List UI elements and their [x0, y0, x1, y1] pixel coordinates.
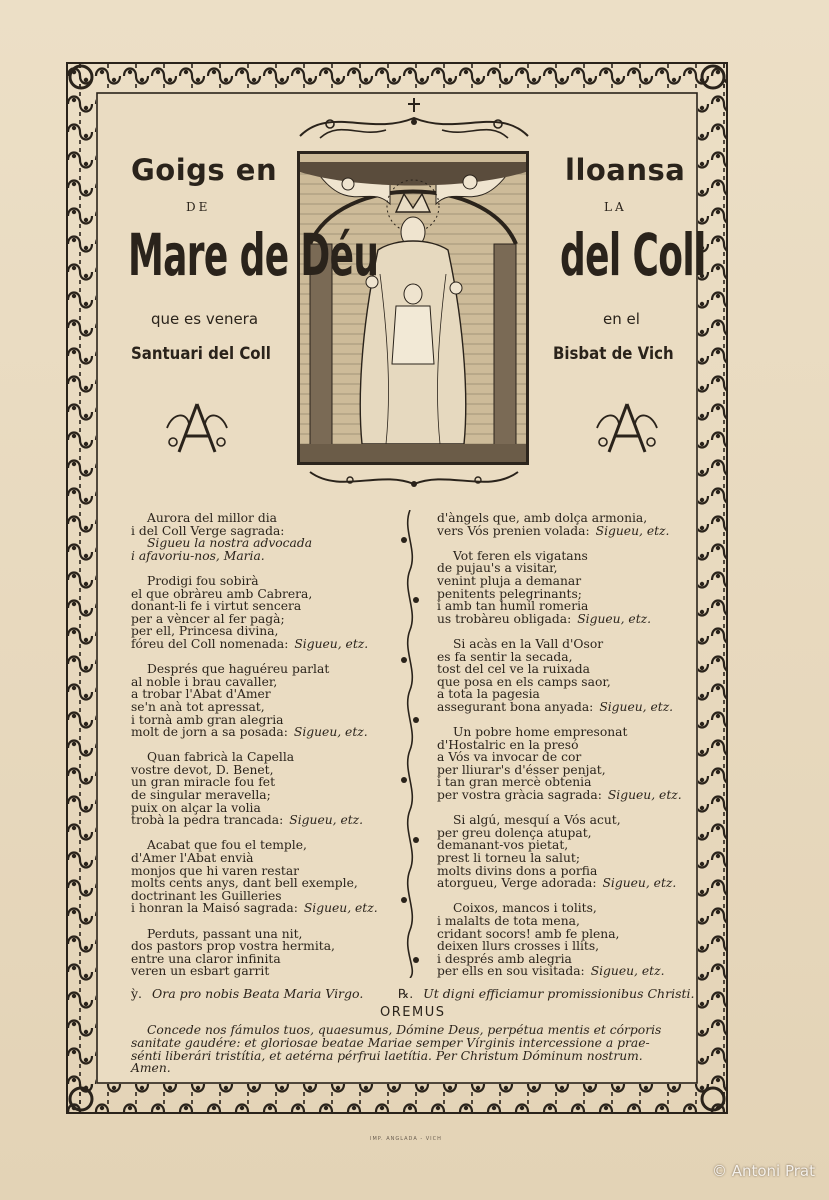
verse-line: Sigueu la nostra advocada	[147, 536, 313, 551]
verse-line: vers Vós prenien volada: Sigueu, etz.	[437, 523, 670, 538]
verse-line: monjos que hi varen restar	[131, 863, 300, 878]
verse-line: per ells en sou visitada: Sigueu, etz.	[437, 964, 665, 979]
refrain-tag: Sigueu, etz.	[607, 788, 682, 803]
versicle-text: Ora pro nobis Beata Maria Virgo.	[152, 986, 364, 1001]
verse-line: assegurant bona anyada: Sigueu, etz.	[437, 699, 674, 714]
oremus-prayer	[131, 1024, 661, 1075]
verse-line: atorgueu, Verge adorada: Sigueu, etz.	[437, 876, 677, 891]
verse-line: Després que haguéreu parlat	[147, 662, 330, 677]
refrain-tag: Sigueu, etz.	[293, 725, 368, 740]
verse-line: i afavoriu-nos, Maria.	[131, 548, 265, 563]
verse-column-left	[131, 512, 378, 978]
title-right-la: LA	[604, 200, 627, 214]
verse-line: i honran la Maisó sagrada: Sigueu, etz.	[131, 901, 378, 916]
verse-line: veren un esbart garrit	[131, 964, 270, 979]
refrain-tag: Sigueu, etz.	[289, 813, 364, 828]
refrain-tag: Sigueu, etz.	[294, 636, 369, 651]
title-right-big: del Coll	[560, 221, 706, 289]
title-right-small: en el	[603, 310, 640, 328]
verse-line: per a vèncer al fer pagà;	[131, 611, 285, 626]
title-left-de: DE	[186, 200, 211, 214]
verse-line: deixen llurs crosses i llits,	[437, 939, 600, 954]
verse-line: molts divins dons a porfia	[437, 863, 598, 878]
title-left-bottom: Santuari del Coll	[131, 344, 271, 364]
verse-column-right	[437, 512, 682, 978]
verse-line: fóreu del Coll nomenada: Sigueu, etz.	[131, 636, 369, 651]
verse-line: i tan gran mercè obtenia	[437, 775, 592, 790]
response-line	[398, 986, 694, 1001]
versicle-mark: ỳ.	[131, 986, 143, 1001]
verse-line: de pujau's a visitar,	[437, 561, 558, 576]
copyright-watermark: © Antoni Prat	[711, 1162, 815, 1180]
versicle-line	[131, 986, 363, 1001]
verse-line: Si algú, mesquí a Vós acut,	[453, 813, 621, 828]
verse-line: Prodigi fou sobirà	[147, 573, 259, 588]
verse-line: entre una claror infinita	[131, 951, 281, 966]
oremus-heading: OREMUS	[380, 1005, 446, 1020]
verse-line: un gran miracle fou fet	[131, 775, 276, 790]
refrain-tag: Sigueu, etz.	[303, 901, 378, 916]
verse-line: a Vós va invocar de cor	[437, 750, 582, 765]
response-text: Ut digni efficiamur promissionibus Christi.	[423, 986, 695, 1001]
refrain-tag: Sigueu, etz.	[602, 876, 677, 891]
verse-line: de singular meravella;	[131, 788, 271, 803]
verse-line: per vostra gràcia sagrada: Sigueu, etz.	[437, 788, 682, 803]
verse-line: Coixos, mancos i tolits,	[453, 901, 597, 916]
verse-line: se'n anà tot apressat,	[131, 699, 265, 714]
verse-line: demanant-vos pietat,	[437, 838, 569, 853]
verse-line: Aurora del millor dia	[147, 511, 277, 525]
verse-line: venint pluja a demanar	[437, 573, 582, 588]
verse-line: i després amb alegria	[437, 951, 572, 966]
refrain-tag: Sigueu, etz.	[577, 611, 652, 626]
verse-line: es fa sentir la secada,	[437, 649, 573, 664]
verse-line: d'Amer l'Abat envià	[131, 851, 254, 866]
verse-line: cridant socors! amb fe plena,	[437, 926, 620, 941]
oremus-line: Amen.	[131, 1061, 171, 1076]
top-ornament-icon	[290, 96, 538, 144]
verse-line: tost del cel ve la ruixada	[437, 662, 591, 677]
verse-line: penitents pelegrinants;	[437, 586, 582, 601]
bottom-ornament-icon	[300, 466, 528, 496]
refrain-tag: Sigueu, etz.	[595, 523, 670, 538]
title-right-bottom: Bisbat de Vich	[553, 344, 674, 364]
printer-imprint: IMP. ANGLADA - VICH	[370, 1136, 442, 1142]
verse-line: molt de jorn a sa posada: Sigueu, etz.	[131, 725, 368, 740]
verse-line: per ell, Princesa divina,	[131, 624, 279, 639]
title-left-big: Mare de Déu	[128, 221, 379, 289]
verse-line: molts cents anys, dant bell exemple,	[131, 876, 358, 891]
verse-line: vostre devot, D. Benet,	[131, 762, 274, 777]
response-mark: ℞.	[398, 986, 414, 1001]
verse-line: donant-li fe i virtut sencera	[131, 599, 302, 614]
verse-line: per lliurar's d'ésser penjat,	[437, 762, 606, 777]
verse-line: Vot feren els vigatans	[453, 548, 588, 563]
title-left-small: que es venera	[151, 310, 259, 328]
title-right-top: lloansa	[565, 153, 686, 187]
verse-line: puix on alçar la volia	[131, 800, 261, 815]
verse-line: Perduts, passant una nit,	[147, 926, 303, 941]
verse-line: i malalts de tota mena,	[437, 914, 580, 928]
verse-line: Si acàs en la Vall d'Osor	[453, 636, 604, 651]
verse-line	[131, 915, 378, 928]
verse-line: us trobàreu obligada: Sigueu, etz.	[437, 611, 652, 626]
verse-line: d'àngels que, amb dolça armonia,	[437, 511, 648, 525]
title-left-top: Goigs en	[131, 153, 278, 187]
oremus-line: sénti liberári tristítia, et aetérna pérfrui laetítia. Per Christum Dóminum nostrum.	[131, 1048, 643, 1063]
verse-line: el que obràreu amb Cabrera,	[131, 586, 313, 601]
virgin-engraving	[297, 151, 529, 465]
refrain-tag: Sigueu, etz.	[590, 964, 665, 979]
verse-line: i tornà amb gran alegria	[131, 712, 284, 727]
monogram-right-icon	[593, 398, 661, 458]
verse-line: trobà la pedra trancada: Sigueu, etz.	[131, 813, 364, 828]
monogram-left-icon	[163, 398, 231, 458]
verse-line: prest li torneu la salut;	[437, 851, 580, 866]
verse-line: a trobar l'Abat d'Amer	[131, 687, 271, 702]
verse-line	[437, 537, 682, 550]
verse-line: al noble i brau cavaller,	[131, 674, 278, 689]
verse-line: dos pastors prop vostra hermita,	[131, 939, 335, 954]
verse-line: Un pobre home empresonat	[453, 725, 628, 740]
oremus-line: Concede nos fámulos tuos, quaesumus, Dómine Deus, perpétua mentis et córporis	[147, 1023, 662, 1037]
refrain-tag: Sigueu, etz.	[599, 699, 674, 714]
vine-divider-icon	[398, 510, 422, 978]
verse-line: d'Hostalric en la presó	[437, 737, 579, 752]
verse-line: que posa en els camps saor,	[437, 674, 611, 689]
verse-line: Quan fabricà la Capella	[147, 750, 295, 765]
verse-line: Acabat que fou el temple,	[147, 838, 307, 853]
verse-line: per greu dolença atupat,	[437, 825, 592, 840]
verse-line: i amb tan humil romeria	[437, 599, 589, 614]
oremus-line: sanitate gaudére: et gloriosae beatae Mariae semper Vírginis intercessione a prae-	[131, 1035, 650, 1050]
verse-line: doctrinant les Guilleries	[131, 888, 282, 903]
verse-line: i del Coll Verge sagrada:	[131, 523, 285, 538]
verse-line: a tota la pagesia	[437, 687, 540, 702]
